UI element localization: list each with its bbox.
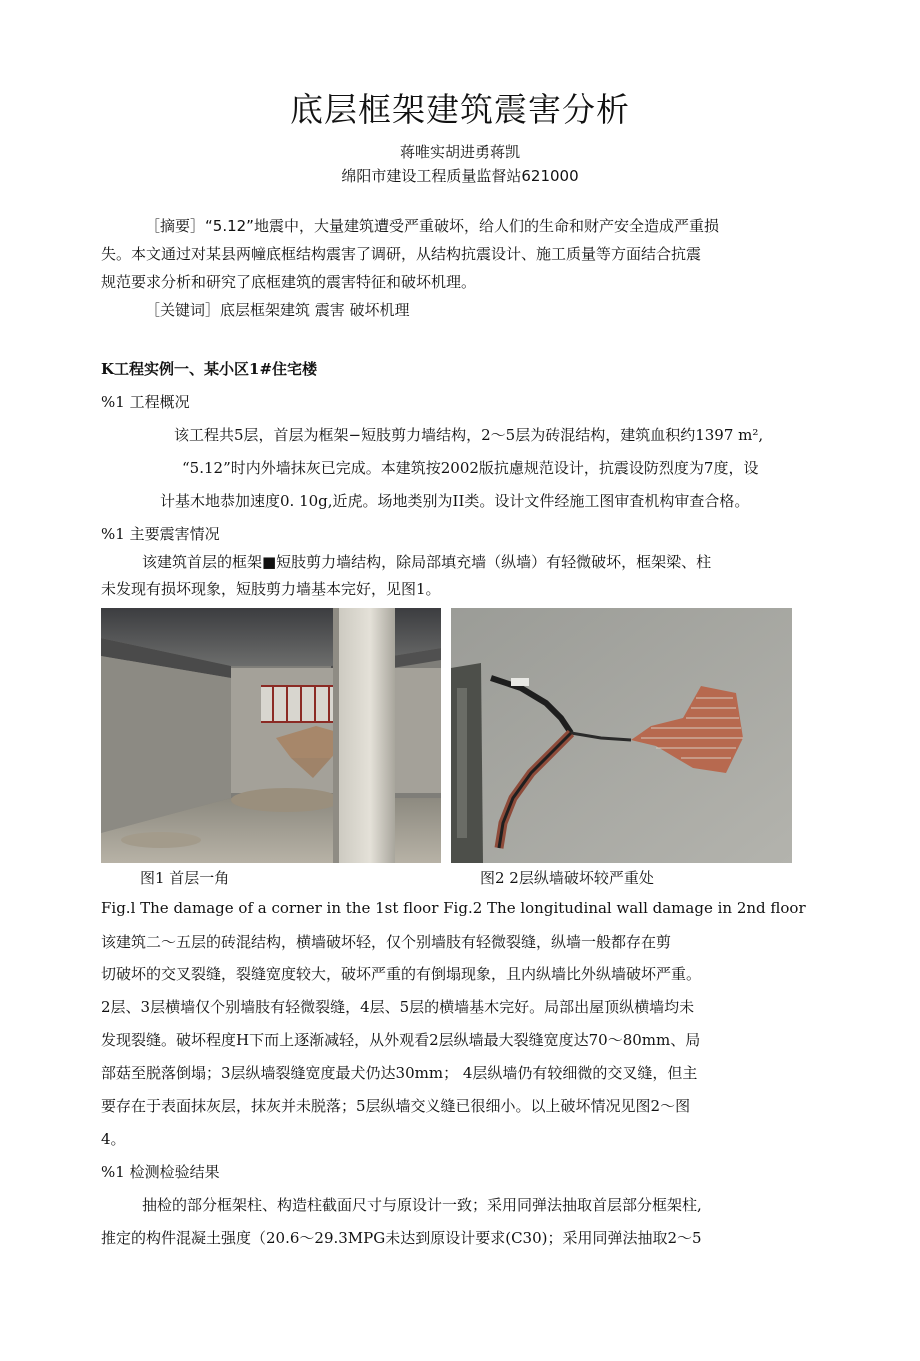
figure-1-caption: 图1 首层一角 xyxy=(140,869,230,887)
figure-1-photo xyxy=(101,608,441,863)
abstract-line: 失。本文通过对某县两幢底框结构震害了调研，从结构抗震设计、施工质量等方面结合抗震 xyxy=(101,245,702,263)
english-caption: Fig.l The damage of a corner in the 1st floor Fig.2 The longitudinal wall damage in 2nd floor xyxy=(101,899,806,917)
paragraph-line: 该建筑二〜五层的砖混结构，横墙破坏轻，仅个别墙肢有轻微裂缝，纵墙一般都存在剪 xyxy=(101,933,672,951)
subsection-heading: %1 工程概况 xyxy=(101,393,190,411)
paragraph-line: 4。 xyxy=(101,1130,126,1148)
paragraph-line: 计基木地恭加速度0. 10g,近虎。场地类别为II类。设计文件经施工图审査机构审查合格。 xyxy=(160,492,750,510)
subsection-heading: %1 主要震害情况 xyxy=(101,525,220,543)
paragraph-line: 该建筑首层的框架■短肢剪力墙结构，除局部填充墙（纵墙）有轻微破坏，框架梁、柱 xyxy=(142,553,712,571)
paragraph-line: 部菇至脱落倒塌；3层纵墙裂缝宽度最犬仍达30mm； 4层纵墙仍有较细微的交叉缝，但主 xyxy=(101,1064,698,1082)
subsection-heading: %1 检测检验结果 xyxy=(101,1163,220,1181)
paragraph-line: 抽检的部分框架柱、构造柱截面尺寸与原设计一致；采用同弹法抽取首层部分框架柱, xyxy=(142,1196,702,1214)
keywords-line: ［关键词］底层框架建筑 震害 破坏机理 xyxy=(145,301,410,319)
paragraph-line: 发现裂缝。破坏程度H下而上逐渐减轻，从外观看2层纵墙最大裂缝宽度达70〜80mm、局 xyxy=(101,1031,701,1049)
abstract-line: ［摘要］“5.12”地震中，大量建筑遭受严重破坏，给人们的生命和财产安全造成严重损 xyxy=(145,217,719,235)
paragraph-line: 要存在于表面抹灰层，抹灰并未脱落；5层纵墙交义缝已很细小。以上破坏情况见图2〜图 xyxy=(101,1097,691,1115)
figure-2-photo xyxy=(451,608,792,863)
affiliation-line: 绵阳市建设工程质量监督站621000 xyxy=(341,167,579,185)
paragraph-line: 未发现有损坏现象，短肢剪力墙基本完好，见图1。 xyxy=(101,580,441,598)
abstract-line: 规范要求分析和研究了底框建筑的震害特征和破坏机理。 xyxy=(101,273,477,291)
section-heading: K工程实例一、某小区1#住宅楼 xyxy=(101,360,318,378)
paragraph-line: 切破坏的交叉裂缝，裂缝宽度较大，破坏严重的有倒塌现象，且内纵墙比外纵墙破坏严重。 xyxy=(101,965,702,983)
paragraph-line: “5.12”时内外墙抹灰已完成。本建筑按2002版抗慮规范设计，抗震设防烈度为7度，设 xyxy=(182,459,759,477)
author-line: 蒋唯实胡进勇蒋凯 xyxy=(399,143,520,161)
figure-2-caption: 图2 2层纵墙破坏较严重处 xyxy=(480,869,654,887)
paragraph-line: 2层、3层横墙仅个别墙肢有轻微裂缝，4层、5层的横墙基木完好。局部出屋顶纵横墙均未 xyxy=(101,998,695,1016)
paragraph-line: 该工程共5层，首层为框架−短肢剪力墙结构，2〜5层为砖混结构，建筑血积约1397 m², xyxy=(174,426,764,444)
paper-title: 底层框架建筑震害分析 xyxy=(290,90,630,129)
paragraph-line: 推定的构件混凝土强度（20.6〜29.3MPG未达到原设计要求(C30)；采用同弹法抽取2〜5 xyxy=(101,1229,702,1247)
